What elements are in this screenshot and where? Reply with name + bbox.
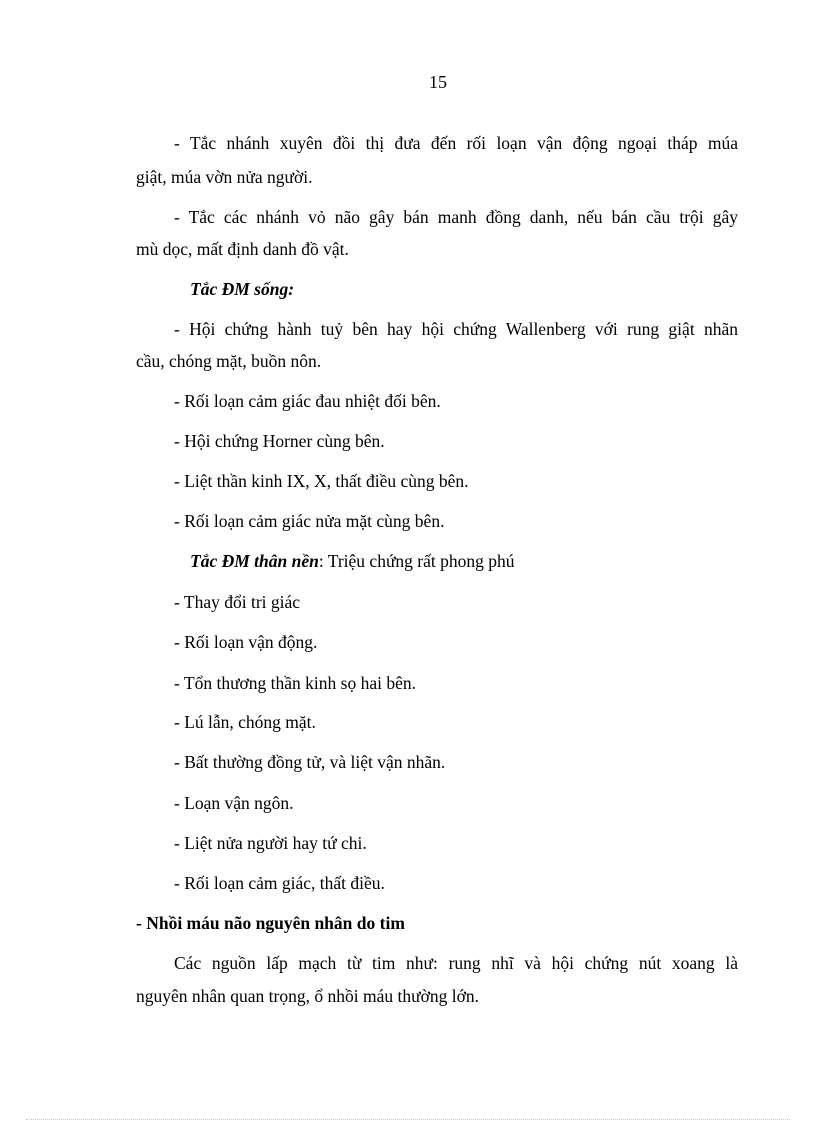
paragraph-line: giật, múa vờn nửa người. <box>136 167 313 187</box>
paragraph-line: cầu, chóng mặt, buồn nôn. <box>136 351 322 371</box>
footer-divider <box>26 1119 790 1120</box>
paragraph-line: - Tắc nhánh xuyên đồi thị đưa đến rối loạn vận động ngoại tháp múa <box>174 133 738 153</box>
heading-description: : Triệu chứng rất phong phú <box>318 551 515 571</box>
list-item: - Rối loạn cảm giác đau nhiệt đối bên. <box>174 391 441 411</box>
list-item: - Rối loạn cảm giác, thất điều. <box>174 873 385 893</box>
paragraph-line: - Tắc các nhánh vỏ não gây bán manh đồng danh, nếu bán cầu trội gây <box>174 207 738 227</box>
paragraph-line: nguyên nhân quan trọng, ổ nhồi máu thường lớn. <box>136 986 479 1006</box>
section-heading: - Nhồi máu não nguyên nhân do tim <box>136 913 405 933</box>
list-item: - Lú lẫn, chóng mặt. <box>174 712 316 732</box>
list-item: - Rối loạn cảm giác nửa mặt cùng bên. <box>174 511 445 531</box>
paragraph-line: - Hội chứng hành tuỷ bên hay hội chứng Wallenberg với rung giật nhãn <box>174 319 738 339</box>
list-item: - Rối loạn vận động. <box>174 632 318 652</box>
section-heading <box>190 550 792 572</box>
paragraph-line: mù dọc, mất định danh đồ vật. <box>136 239 349 259</box>
list-item: - Tổn thương thần kinh sọ hai bên. <box>174 673 417 693</box>
list-item: - Hội chứng Horner cùng bên. <box>174 431 385 451</box>
section-heading: Tắc ĐM sống: <box>190 279 295 299</box>
paragraph-line: Các nguồn lấp mạch từ tim như: rung nhĩ và hội chứng nút xoang là <box>174 953 738 973</box>
heading-title: Tắc ĐM thân nền <box>190 551 319 571</box>
list-item: - Liệt nửa người hay tứ chi. <box>174 833 367 853</box>
list-item: - Thay đổi tri giác <box>174 592 301 612</box>
list-item: - Liệt thần kinh IX, X, thất điều cùng bên. <box>174 471 469 491</box>
list-item: - Bất thường đồng tử, và liệt vận nhãn. <box>174 752 446 772</box>
page-number: 15 <box>429 72 447 92</box>
list-item: - Loạn vận ngôn. <box>174 793 294 813</box>
